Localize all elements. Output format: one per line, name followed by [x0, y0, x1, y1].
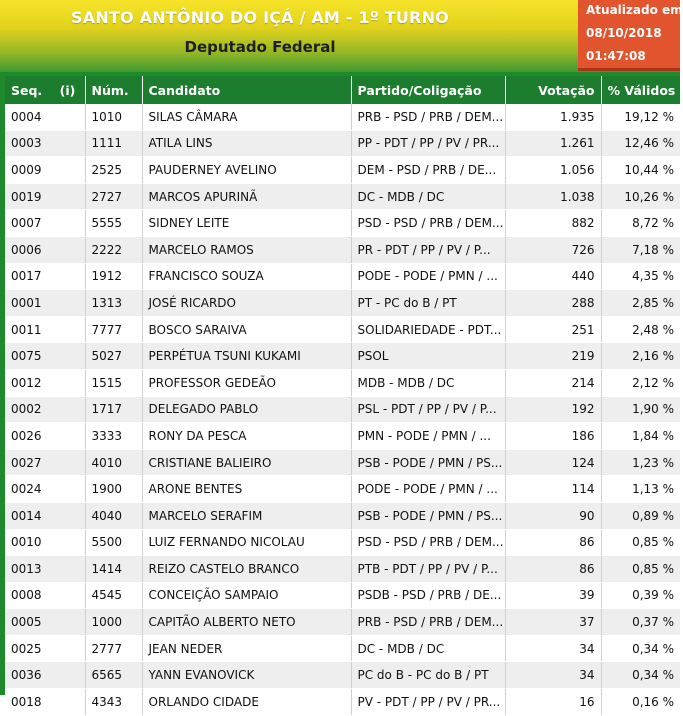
cell-votes: 251 — [505, 316, 601, 343]
column-header-votes[interactable]: Votação — [505, 76, 601, 104]
cell-party: PSD - PSD / PRB / DEM... — [351, 529, 505, 556]
cell-seq: 0012 — [5, 369, 85, 396]
cell-valid-pct: 0,34 % — [601, 635, 680, 662]
cell-num: 5500 — [85, 529, 142, 556]
cell-valid-pct: 4,35 % — [601, 263, 680, 290]
cell-num: 1313 — [85, 290, 142, 317]
cell-party: PSDB - PSD / PRB / DE... — [351, 582, 505, 609]
cell-candidate: DELEGADO PABLO — [142, 396, 351, 423]
table-row[interactable] — [5, 529, 680, 556]
table-row[interactable] — [5, 343, 680, 370]
cell-votes: 1.261 — [505, 130, 601, 157]
cell-num: 2525 — [85, 157, 142, 184]
page-title: SANTO ANTÔNIO DO IÇÁ / AM - 1º TURNO — [71, 8, 449, 27]
cell-votes: 37 — [505, 609, 601, 636]
cell-candidate: ATILA LINS — [142, 130, 351, 157]
table-row[interactable] — [5, 609, 680, 636]
cell-votes: 1.038 — [505, 183, 601, 210]
cell-valid-pct: 0,89 % — [601, 502, 680, 529]
cell-candidate: PAUDERNEY AVELINO — [142, 157, 351, 184]
cell-num: 7777 — [85, 316, 142, 343]
cell-seq: 0024 — [5, 476, 85, 503]
table-row[interactable] — [5, 183, 680, 210]
cell-votes: 124 — [505, 449, 601, 476]
cell-valid-pct: 7,18 % — [601, 236, 680, 263]
cell-candidate: JEAN NEDER — [142, 635, 351, 662]
cell-votes: 34 — [505, 635, 601, 662]
cell-num: 1000 — [85, 609, 142, 636]
table-row[interactable] — [5, 662, 680, 689]
cell-seq: 0009 — [5, 157, 85, 184]
cell-num: 2777 — [85, 635, 142, 662]
cell-seq: 0006 — [5, 236, 85, 263]
cell-party: PODE - PODE / PMN / ... — [351, 476, 505, 503]
cell-seq: 0007 — [5, 210, 85, 237]
cell-valid-pct: 0,16 % — [601, 689, 680, 716]
cell-party: PSB - PODE / PMN / PS... — [351, 449, 505, 476]
cell-valid-pct: 2,12 % — [601, 369, 680, 396]
table-row[interactable] — [5, 210, 680, 237]
cell-candidate: CRISTIANE BALIEIRO — [142, 449, 351, 476]
cell-num: 5027 — [85, 343, 142, 370]
cell-valid-pct: 10,44 % — [601, 157, 680, 184]
cell-party: PSOL — [351, 343, 505, 370]
cell-seq: 0003 — [5, 130, 85, 157]
cell-votes: 186 — [505, 423, 601, 450]
cell-seq: 0008 — [5, 582, 85, 609]
cell-valid-pct: 19,12 % — [601, 104, 680, 130]
cell-candidate: SIDNEY LEITE — [142, 210, 351, 237]
table-row[interactable] — [5, 290, 680, 317]
cell-seq: 0004 — [5, 104, 85, 130]
cell-seq: 0026 — [5, 423, 85, 450]
cell-num: 2222 — [85, 236, 142, 263]
cell-votes: 86 — [505, 556, 601, 583]
cell-candidate: YANN EVANOVICK — [142, 662, 351, 689]
page-subtitle: Deputado Federal — [184, 38, 336, 56]
update-label: Atualizado em — [586, 3, 683, 17]
cell-candidate: JOSÉ RICARDO — [142, 290, 351, 317]
table-row[interactable] — [5, 582, 680, 609]
info-icon[interactable]: (i) — [59, 82, 76, 98]
cell-votes: 16 — [505, 689, 601, 716]
cell-num: 4343 — [85, 689, 142, 716]
cell-num: 1414 — [85, 556, 142, 583]
table-row[interactable] — [5, 104, 680, 130]
cell-party: MDB - MDB / DC — [351, 369, 505, 396]
column-header-valid[interactable]: % Válidos — [601, 76, 680, 104]
column-header-candidate[interactable]: Candidato — [142, 76, 351, 104]
cell-valid-pct: 2,48 % — [601, 316, 680, 343]
results-table — [5, 76, 680, 716]
table-row[interactable] — [5, 157, 680, 184]
cell-valid-pct: 0,85 % — [601, 529, 680, 556]
column-header-party[interactable]: Partido/Coligação — [351, 76, 505, 104]
cell-num: 3333 — [85, 423, 142, 450]
results-table-container — [5, 76, 680, 709]
cell-party: PODE - PODE / PMN / ... — [351, 263, 505, 290]
cell-seq: 0018 — [5, 689, 85, 716]
column-header-seq[interactable] — [5, 76, 85, 104]
cell-candidate: FRANCISCO SOUZA — [142, 263, 351, 290]
cell-votes: 288 — [505, 290, 601, 317]
cell-valid-pct: 1,90 % — [601, 396, 680, 423]
cell-candidate: ARONE BENTES — [142, 476, 351, 503]
cell-party: DEM - PSD / PRB / DE... — [351, 157, 505, 184]
cell-party: PR - PDT / PP / PV / P... — [351, 236, 505, 263]
cell-party: PMN - PODE / PMN / ... — [351, 423, 505, 450]
table-row[interactable] — [5, 502, 680, 529]
cell-party: PSD - PSD / PRB / DEM... — [351, 210, 505, 237]
cell-party: PT - PC do B / PT — [351, 290, 505, 317]
cell-seq: 0027 — [5, 449, 85, 476]
cell-valid-pct: 2,16 % — [601, 343, 680, 370]
table-row[interactable] — [5, 689, 680, 716]
cell-party: PRB - PSD / PRB / DEM... — [351, 609, 505, 636]
cell-party: DC - MDB / DC — [351, 183, 505, 210]
cell-party: PV - PDT / PP / PV / PR... — [351, 689, 505, 716]
cell-seq: 0011 — [5, 316, 85, 343]
cell-valid-pct: 0,39 % — [601, 582, 680, 609]
cell-candidate: MARCELO SERAFIM — [142, 502, 351, 529]
cell-votes: 726 — [505, 236, 601, 263]
cell-candidate: PERPÉTUA TSUNI KUKAMI — [142, 343, 351, 370]
cell-votes: 34 — [505, 662, 601, 689]
cell-candidate: MARCOS APURINÃ — [142, 183, 351, 210]
cell-num: 4040 — [85, 502, 142, 529]
cell-seq: 0025 — [5, 635, 85, 662]
cell-seq: 0005 — [5, 609, 85, 636]
cell-num: 5555 — [85, 210, 142, 237]
cell-party: PP - PDT / PP / PV / PR... — [351, 130, 505, 157]
cell-valid-pct: 0,37 % — [601, 609, 680, 636]
table-row[interactable] — [5, 476, 680, 503]
cell-candidate: REIZO CASTELO BRANCO — [142, 556, 351, 583]
cell-candidate: BOSCO SARAIVA — [142, 316, 351, 343]
cell-valid-pct: 0,85 % — [601, 556, 680, 583]
cell-num: 6565 — [85, 662, 142, 689]
table-header-row — [5, 76, 680, 104]
cell-party: DC - MDB / DC — [351, 635, 505, 662]
cell-seq: 0019 — [5, 183, 85, 210]
cell-votes: 192 — [505, 396, 601, 423]
cell-party: PSB - PODE / PMN / PS... — [351, 502, 505, 529]
cell-candidate: LUIZ FERNANDO NICOLAU — [142, 529, 351, 556]
cell-num: 4010 — [85, 449, 142, 476]
cell-votes: 1.935 — [505, 104, 601, 130]
cell-valid-pct: 12,46 % — [601, 130, 680, 157]
table-row[interactable] — [5, 556, 680, 583]
cell-party: PTB - PDT / PP / PV / P... — [351, 556, 505, 583]
cell-num: 2727 — [85, 183, 142, 210]
cell-party: SOLIDARIEDADE - PDT... — [351, 316, 505, 343]
cell-candidate: MARCELO RAMOS — [142, 236, 351, 263]
cell-votes: 114 — [505, 476, 601, 503]
table-row[interactable] — [5, 236, 680, 263]
cell-candidate: SILAS CÂMARA — [142, 104, 351, 130]
cell-candidate: ORLANDO CIDADE — [142, 689, 351, 716]
cell-votes: 440 — [505, 263, 601, 290]
table-row[interactable] — [5, 130, 680, 157]
cell-num: 4545 — [85, 582, 142, 609]
table-row[interactable] — [5, 449, 680, 476]
table-row[interactable] — [5, 263, 680, 290]
update-info-box — [578, 0, 683, 71]
update-date: 08/10/2018 — [586, 26, 662, 40]
cell-valid-pct: 10,26 % — [601, 183, 680, 210]
cell-candidate: CAPITÃO ALBERTO NETO — [142, 609, 351, 636]
cell-valid-pct: 2,85 % — [601, 290, 680, 317]
cell-seq: 0001 — [5, 290, 85, 317]
cell-num: 1900 — [85, 476, 142, 503]
cell-seq: 0002 — [5, 396, 85, 423]
cell-votes: 1.056 — [505, 157, 601, 184]
cell-party: PC do B - PC do B / PT — [351, 662, 505, 689]
cell-candidate: PROFESSOR GEDEÃO — [142, 369, 351, 396]
cell-num: 1010 — [85, 104, 142, 130]
cell-votes: 882 — [505, 210, 601, 237]
cell-valid-pct: 8,72 % — [601, 210, 680, 237]
cell-seq: 0017 — [5, 263, 85, 290]
cell-seq: 0075 — [5, 343, 85, 370]
cell-num: 1717 — [85, 396, 142, 423]
cell-valid-pct: 1,84 % — [601, 423, 680, 450]
column-header-seq-label: Seq. — [11, 82, 43, 98]
cell-votes: 39 — [505, 582, 601, 609]
cell-seq: 0010 — [5, 529, 85, 556]
cell-num: 1912 — [85, 263, 142, 290]
cell-valid-pct: 1,13 % — [601, 476, 680, 503]
table-row[interactable] — [5, 369, 680, 396]
cell-seq: 0014 — [5, 502, 85, 529]
table-row[interactable] — [5, 635, 680, 662]
cell-num: 1515 — [85, 369, 142, 396]
cell-votes: 86 — [505, 529, 601, 556]
cell-votes: 90 — [505, 502, 601, 529]
cell-valid-pct: 0,34 % — [601, 662, 680, 689]
table-row[interactable] — [5, 423, 680, 450]
cell-votes: 214 — [505, 369, 601, 396]
table-row[interactable] — [5, 316, 680, 343]
table-row[interactable] — [5, 396, 680, 423]
column-header-num[interactable]: Núm. — [85, 76, 142, 104]
cell-num: 1111 — [85, 130, 142, 157]
cell-candidate: RONY DA PESCA — [142, 423, 351, 450]
cell-seq: 0036 — [5, 662, 85, 689]
cell-valid-pct: 1,23 % — [601, 449, 680, 476]
cell-candidate: CONCEIÇÃO SAMPAIO — [142, 582, 351, 609]
cell-party: PSL - PDT / PP / PV / P... — [351, 396, 505, 423]
cell-votes: 219 — [505, 343, 601, 370]
table-body — [5, 104, 680, 715]
cell-seq: 0013 — [5, 556, 85, 583]
update-time: 01:47:08 — [586, 49, 646, 63]
cell-party: PRB - PSD / PRB / DEM... — [351, 104, 505, 130]
